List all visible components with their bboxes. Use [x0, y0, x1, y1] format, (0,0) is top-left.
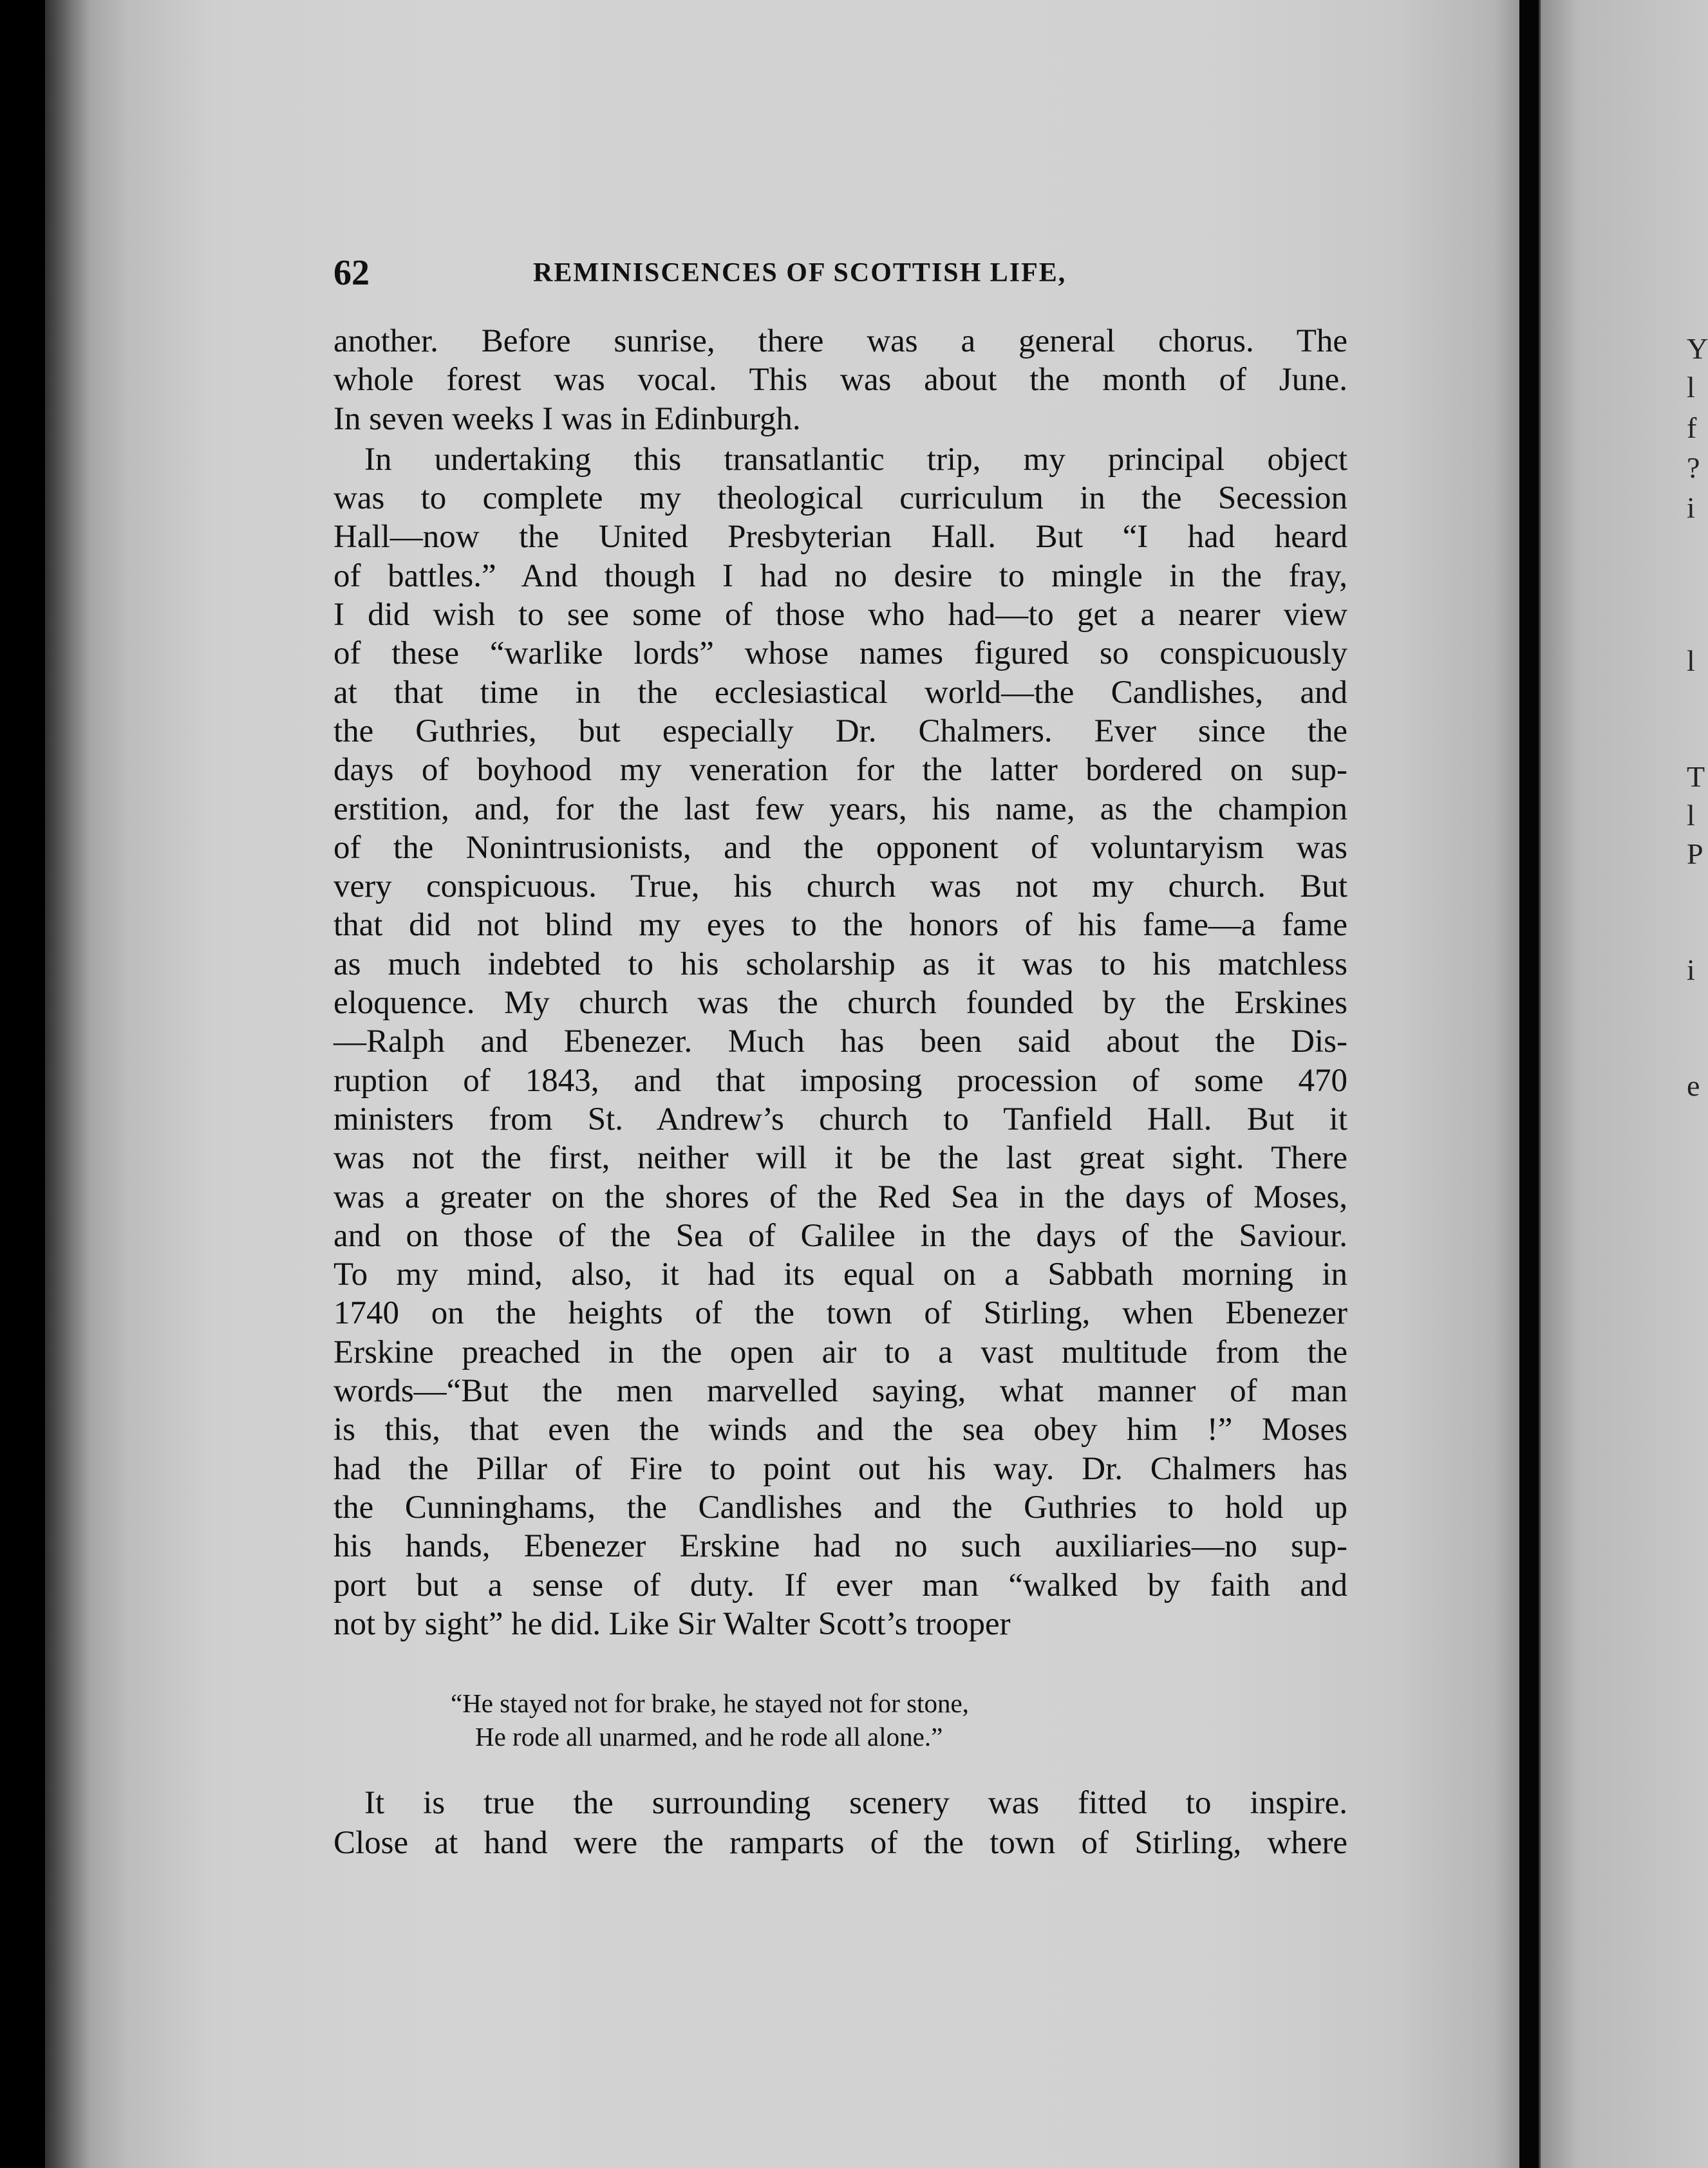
- text-line: port but a sense of duty. If ever man “walked by faith and: [333, 1567, 1347, 1603]
- facing-page-glyph: e: [1687, 1069, 1700, 1102]
- text-line: was not the first, neither will it be the last great sight. There: [333, 1140, 1347, 1177]
- text-line: eloquence. My church was the church founded by the Erskines: [333, 985, 1347, 1022]
- page-header: [333, 252, 1434, 304]
- facing-page-glyph: i: [1687, 491, 1695, 524]
- text-line: It is true the surrounding scenery was fitted to inspire.: [364, 1785, 1347, 1821]
- text-line: whole forest was vocal. This was about the month of June.: [333, 362, 1347, 398]
- text-line: erstition, and, for the last few years, his name, as the champion: [333, 790, 1347, 827]
- facing-page-edge: [1539, 0, 1541, 2168]
- text-line: ministers from St. Andrew’s church to Tanfield Hall. But it: [333, 1101, 1347, 1137]
- text-line: Close at hand were the ramparts of the town of Stirling, where: [333, 1825, 1347, 1861]
- text-line: To my mind, also, it had its equal on a Sabbath morning in: [333, 1257, 1347, 1293]
- text-line: as much indebted to his scholarship as it was to his matchless: [333, 946, 1347, 982]
- facing-page-glyph: P: [1687, 837, 1703, 870]
- page-number: 62: [333, 253, 370, 293]
- text-line: of these “warlike lords” whose names figured so conspicuously: [333, 635, 1347, 672]
- body-text: [333, 322, 1347, 1643]
- facing-page-glyph: ?: [1687, 451, 1700, 484]
- facing-page-glyph: l: [1687, 799, 1695, 832]
- text-line: at that time in the ecclesiastical world—the Candlishes, and: [333, 674, 1347, 711]
- text-line: another. Before sunrise, there was a general chorus. The: [333, 323, 1347, 359]
- text-line: days of boyhood my veneration for the latter bordered on sup-: [333, 752, 1347, 789]
- verse-line: He rode all unarmed, and he rode all alone.”: [475, 1722, 943, 1752]
- closing-paragraph: [333, 1783, 1347, 1863]
- running-head: REMINISCENCES OF SCOTTISH LIFE,: [533, 258, 1067, 288]
- text-line: ruption of 1843, and that imposing procession of some 470: [333, 1062, 1347, 1099]
- facing-page: [1539, 0, 1708, 2168]
- text-line: that did not blind my eyes to the honors of his fame—a fame: [333, 907, 1347, 944]
- scan-corner-mark: [12, 6, 37, 45]
- text-line: —Ralph and Ebenezer. Much has been said about the Dis-: [333, 1023, 1347, 1060]
- text-line: Erskine preached in the open air to a vast multitude from the: [333, 1334, 1347, 1370]
- text-line: the Guthries, but especially Dr. Chalmers. Ever since the: [333, 713, 1347, 749]
- text-line: 1740 on the heights of the town of Stirling, when Ebenezer: [333, 1295, 1347, 1332]
- text-line: is this, that even the winds and the sea obey him !” Moses: [333, 1412, 1347, 1448]
- text-line: of the Nonintrusionists, and the opponent of voluntaryism was: [333, 829, 1347, 866]
- facing-page-glyph: f: [1687, 411, 1697, 444]
- text-line: I did wish to see some of those who had—to get a nearer view: [333, 597, 1347, 633]
- text-line: his hands, Ebenezer Erskine had no such auxiliaries—no sup-: [333, 1528, 1347, 1565]
- facing-page-glyph: l: [1687, 644, 1695, 677]
- text-line: In seven weeks I was in Edinburgh.: [333, 400, 801, 437]
- text-line: Hall—now the United Presbyterian Hall. But “I had heard: [333, 519, 1347, 556]
- text-line: the Cunninghams, the Candlishes and the Guthries to hold up: [333, 1489, 1347, 1526]
- text-line: and on those of the Sea of Galilee in the days of the Saviour.: [333, 1217, 1347, 1254]
- text-line: had the Pillar of Fire to point out his way. Dr. Chalmers has: [333, 1450, 1347, 1487]
- text-line: of battles.” And though I had no desire to mingle in the fray,: [333, 557, 1347, 594]
- text-line: In undertaking this transatlantic trip, my principal object: [364, 441, 1347, 478]
- book-gutter: [1519, 0, 1539, 2168]
- facing-page-glyph: l: [1687, 371, 1695, 404]
- facing-page-glyph: Y: [1687, 332, 1708, 365]
- verse-quotation: [451, 1687, 969, 1753]
- text-line: was a greater on the shores of the Red Sea in the days of Moses,: [333, 1179, 1347, 1215]
- facing-page-glyph: i: [1687, 953, 1695, 986]
- facing-page-glyph: T: [1687, 760, 1705, 793]
- text-line: not by sight” he did. Like Sir Walter Scott’s trooper: [333, 1605, 1011, 1642]
- page-edge-shadow: [45, 0, 90, 2168]
- text-line: was to complete my theological curriculum in the Secession: [333, 480, 1347, 517]
- text-line: words—“But the men marvelled saying, what manner of man: [333, 1373, 1347, 1410]
- text-line: very conspicuous. True, his church was not my church. But: [333, 868, 1347, 905]
- verse-line: “He stayed not for brake, he stayed not for stone,: [451, 1688, 969, 1718]
